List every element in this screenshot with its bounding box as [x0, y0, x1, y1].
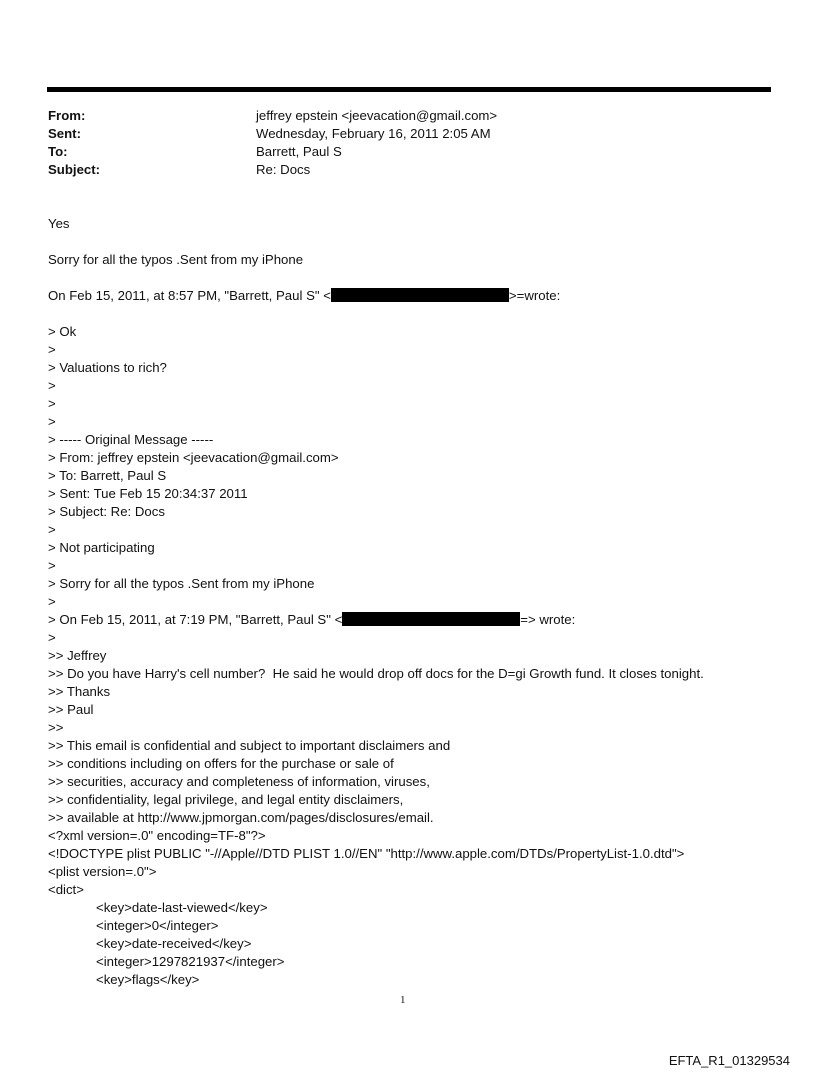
body-line: Sorry for all the typos .Sent from my iPhone [48, 252, 304, 267]
body-line: > [48, 630, 56, 645]
xml-line: <key>flags</key> [96, 972, 200, 987]
to-row [48, 143, 748, 161]
body-line: > Ok [48, 324, 77, 339]
redaction-block [342, 612, 520, 626]
subject-row [48, 161, 748, 179]
email-body [48, 215, 778, 989]
body-line: > [48, 396, 56, 411]
sent-label: Sent: [48, 126, 81, 141]
body-line: > [48, 378, 56, 393]
xml-line: <?xml version=.0" encoding=TF-8"?> [48, 828, 266, 843]
email-header [48, 107, 748, 179]
subject-value: Re: Docs [256, 162, 311, 177]
xml-line: <integer>1297821937</integer> [96, 954, 285, 969]
body-line: >> Do you have Harry's cell number? He said he would drop off docs for the D=gi Growth fund. It closes tonight. [48, 666, 704, 681]
redaction-block [331, 288, 509, 302]
xml-line: <integer>0</integer> [96, 918, 219, 933]
blank-line [48, 305, 778, 323]
disclaimer-line: >> available at http://www.jpmorgan.com/pages/disclosures/email. [48, 810, 434, 825]
header-rule [47, 87, 771, 92]
subject-label: Subject: [48, 162, 101, 177]
blank-line [48, 233, 778, 251]
body-line: > Valuations to rich? [48, 360, 167, 375]
body-line: >> Paul [48, 702, 94, 717]
quote-intro-suffix: => wrote: [520, 612, 576, 627]
body-line: Yes [48, 216, 70, 231]
disclaimer-line: >> confidentiality, legal privilege, and legal entity disclaimers, [48, 792, 404, 807]
body-line: > [48, 522, 56, 537]
sent-row [48, 125, 748, 143]
body-line: >> [48, 720, 64, 735]
body-line: > Subject: Re: Docs [48, 504, 165, 519]
disclaimer-line: >> This email is confidential and subject to important disclaimers and [48, 738, 451, 753]
quote-intro-text: On Feb 15, 2011, at 8:57 PM, "Barrett, Paul S" < [48, 288, 331, 303]
xml-line: <key>date-last-viewed</key> [96, 900, 268, 915]
body-line: > ----- Original Message ----- [48, 432, 214, 447]
body-line: > [48, 558, 56, 573]
body-line: > Not participating [48, 540, 155, 555]
body-line: > Sorry for all the typos .Sent from my iPhone [48, 576, 315, 591]
body-line: > [48, 594, 56, 609]
xml-line: <!DOCTYPE plist PUBLIC "-//Apple//DTD PLIST 1.0//EN" "http://www.apple.com/DTDs/PropertyList-1.0.dtd"> [48, 846, 685, 861]
body-line: > To: Barrett, Paul S [48, 468, 167, 483]
body-line: > [48, 414, 56, 429]
quote-intro-text: > On Feb 15, 2011, at 7:19 PM, "Barrett, Paul S" < [48, 612, 343, 627]
body-line: >> Thanks [48, 684, 111, 699]
disclaimer-line: >> securities, accuracy and completeness of information, viruses, [48, 774, 430, 789]
page-number: 1 [400, 994, 406, 1006]
xml-line: <plist version=.0"> [48, 864, 157, 879]
body-line: > From: jeffrey epstein <jeevacation@gmail.com> [48, 450, 339, 465]
xml-line: <key>date-received</key> [96, 936, 252, 951]
to-value: Barrett, Paul S [256, 144, 342, 159]
body-line: > [48, 342, 56, 357]
body-line: > Sent: Tue Feb 15 20:34:37 2011 [48, 486, 248, 501]
quote-intro-line [48, 611, 778, 629]
from-label: From: [48, 108, 86, 123]
from-row [48, 107, 748, 125]
quote-intro-line [48, 287, 778, 305]
disclaimer-line: >> conditions including on offers for the purchase or sale of [48, 756, 394, 771]
document-id: EFTA_R1_01329534 [668, 1053, 790, 1068]
sent-value: Wednesday, February 16, 2011 2:05 AM [256, 126, 491, 141]
blank-line [48, 269, 778, 287]
to-label: To: [48, 144, 68, 159]
quote-intro-suffix: >=wrote: [508, 288, 561, 303]
body-line: >> Jeffrey [48, 648, 107, 663]
from-value: jeffrey epstein <jeevacation@gmail.com> [256, 108, 498, 123]
xml-line: <dict> [48, 882, 84, 897]
